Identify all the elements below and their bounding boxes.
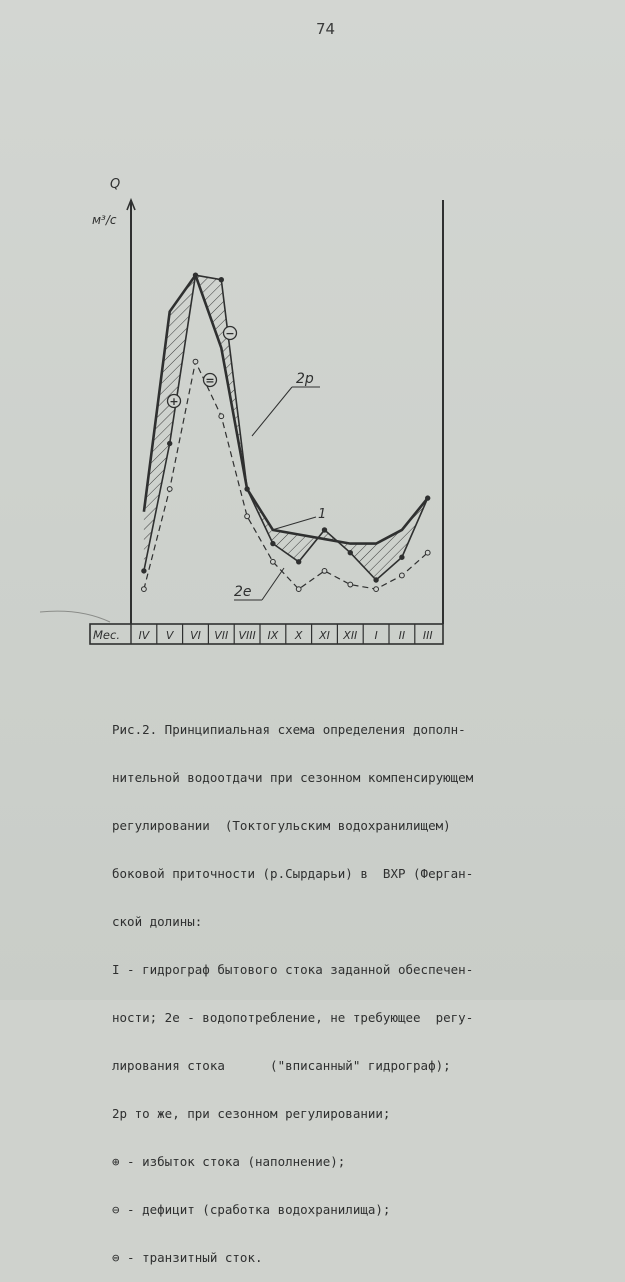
caption-line: Рис.2. Принципиальная схема определения дополн-	[112, 722, 466, 737]
curve-2e-point	[322, 569, 327, 574]
curve-2e-leader	[262, 568, 284, 600]
curve-2e-point	[142, 587, 147, 592]
chart-annotations	[168, 327, 327, 601]
caption-line: боковой приточности (р.Сырдарьи) в ВХР (Ферган-	[112, 866, 474, 881]
caption-line: нительной водоотдачи при сезонном компенсирующем	[112, 770, 474, 785]
curve-2p-point	[245, 487, 249, 491]
y-axis-unit: м³/с	[92, 213, 117, 227]
curve-2p-point	[271, 541, 275, 545]
month-tick-label: XI	[319, 629, 330, 642]
month-tick-label: I	[374, 629, 378, 642]
curve-2e-point	[425, 550, 430, 555]
pencil-mark	[40, 611, 110, 622]
month-tick-label: IV	[138, 629, 150, 642]
curve-2p-point	[168, 441, 172, 445]
transit-symbol-sign: =	[205, 374, 215, 387]
curve-2e-point	[193, 359, 198, 364]
curve-2e-point	[400, 573, 405, 578]
curve-2e-point	[271, 559, 276, 564]
month-tick-label: XII	[343, 629, 358, 642]
curve-2p-point	[426, 496, 430, 500]
hatched-region	[144, 275, 428, 580]
surplus-symbol-sign: +	[169, 395, 179, 408]
month-row	[90, 624, 443, 644]
month-tick-label: IX	[267, 629, 279, 642]
page-number: 74	[316, 20, 336, 38]
curve-2p-point	[348, 551, 352, 555]
curve-2p-point	[193, 273, 197, 277]
caption-line: ской долины:	[112, 914, 203, 929]
month-header-label: Мес.	[93, 628, 120, 642]
curve-2p-point	[374, 578, 378, 582]
caption-line: лирования стока ("вписанный" гидрограф);	[112, 1058, 451, 1073]
caption-line: ⊖ - дефицит (сработка водохранилища);	[112, 1202, 391, 1217]
curve-2e-label: 2е	[234, 584, 252, 600]
curve-2e-point	[348, 582, 353, 587]
curve-2e-point	[167, 487, 172, 492]
curve-2e-point	[374, 587, 379, 592]
curve-2e-point	[245, 514, 250, 519]
month-tick-label: VI	[190, 629, 201, 642]
month-tick-label: V	[165, 629, 174, 642]
hatched-areas	[144, 275, 428, 580]
month-tick-label: II	[398, 629, 406, 642]
curve-2p-leader	[252, 387, 292, 436]
month-tick-label: VII	[214, 629, 229, 642]
month-tick-label: III	[422, 629, 433, 642]
caption-line: ⊜ - транзитный сток.	[112, 1250, 263, 1265]
caption-line: ⊕ - избыток стока (наполнение);	[112, 1154, 346, 1169]
caption-line: регулировании (Токтогульским водохранилищем)	[112, 818, 451, 833]
deficit-symbol-sign: −	[225, 327, 235, 340]
curve-2p-label: 2р	[296, 371, 314, 387]
y-axis-label-q: Q	[110, 177, 121, 192]
curve-2e-point	[219, 414, 224, 419]
curve-1-label: 1	[318, 507, 327, 522]
month-tick-label: VIII	[238, 629, 256, 642]
figure-caption	[112, 690, 582, 1282]
caption-line: I - гидрограф бытового стока заданной обеспечен-	[112, 962, 474, 977]
month-tick-label: X	[294, 629, 303, 642]
curve-2p-point	[142, 569, 146, 573]
caption-line: ности; 2е - водопотребление, не требующее регу-	[112, 1010, 474, 1025]
curve-2p-point	[322, 528, 326, 532]
curve-2e-point	[296, 587, 301, 592]
caption-line: 2р то же, при сезонном регулировании;	[112, 1106, 391, 1121]
curve-1-leader	[272, 517, 316, 530]
curve-2p-point	[219, 278, 223, 282]
curve-2p-point	[400, 555, 404, 559]
curve-2p-point	[297, 560, 301, 564]
